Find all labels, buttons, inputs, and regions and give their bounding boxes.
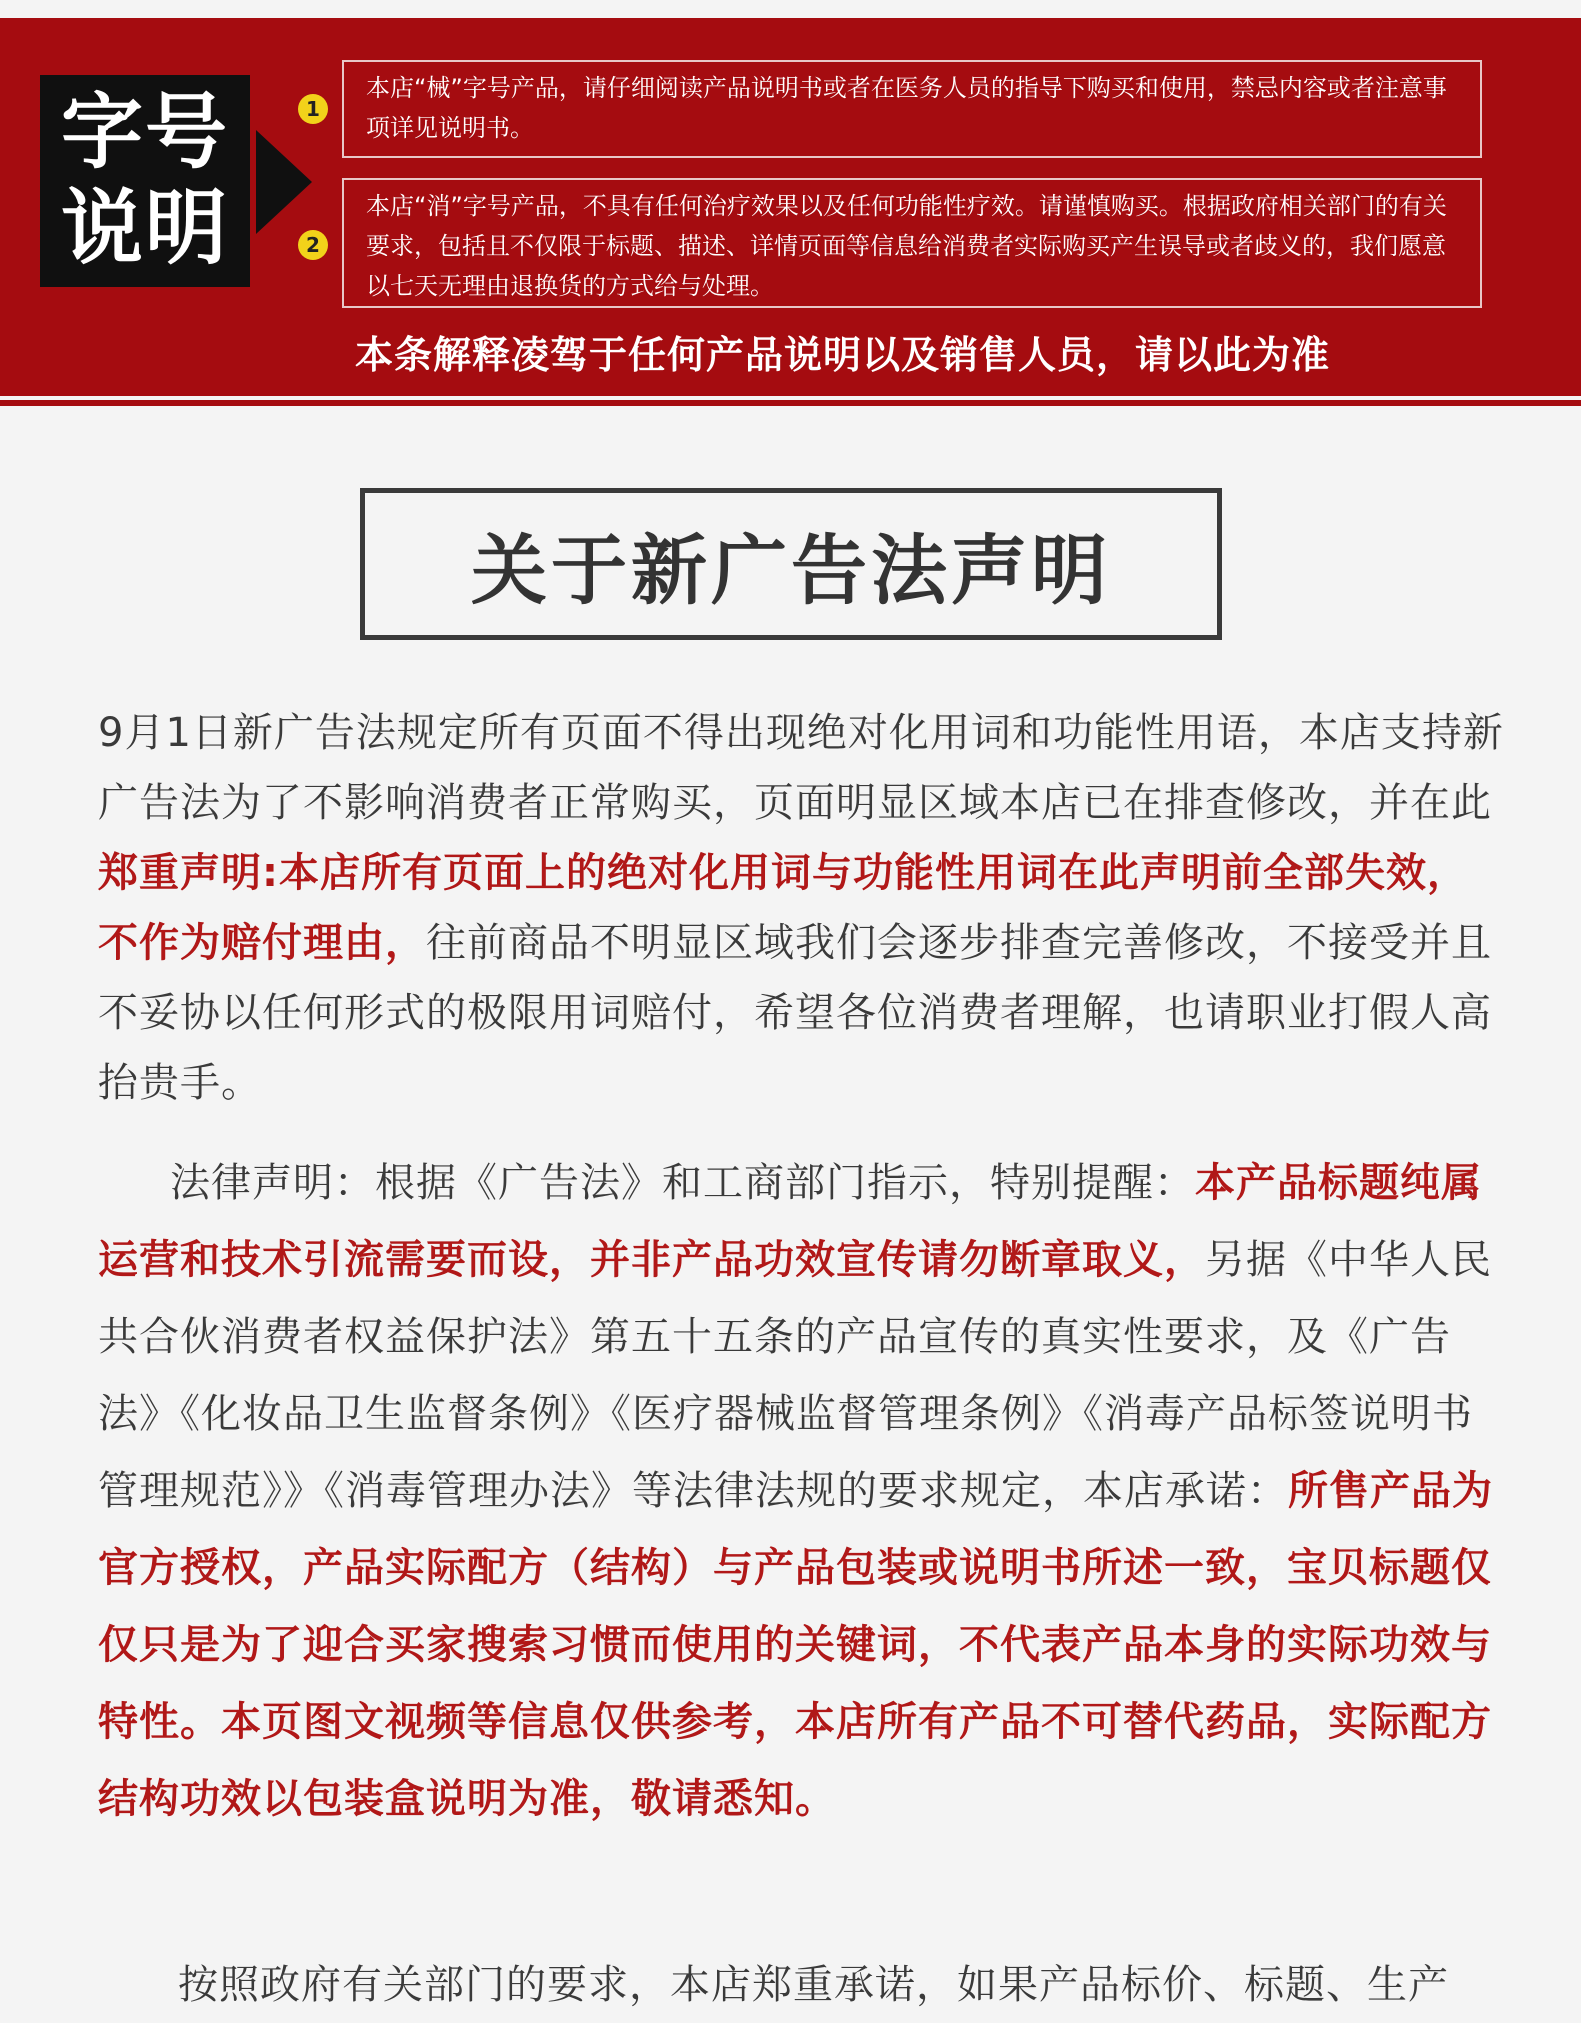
page-title-text: 关于新广告法声明	[471, 525, 1111, 615]
arrow-right-icon	[256, 130, 312, 234]
paragraph-legal-statement	[98, 1145, 1508, 1838]
banner-title-line2: 说明	[60, 181, 229, 276]
page-title	[360, 488, 1222, 640]
banner-title	[40, 75, 250, 287]
para2-highlight-1: 本产品标题纯属运营和技术引流需要而设，并非产品功效宣传请勿断章取义，	[98, 1160, 1482, 1283]
banner-title-line1: 字号	[60, 85, 229, 180]
para2-highlight-2: 所售产品为官方授权，产品实际配方（结构）与产品包装或说明书所述一致，宝贝标题仅仅只是为了迎合买家搜索习惯而使用的关键词，不代表产品本身的实际功效与特性。本页图文视频等信息仅供参考，本店所有产品不可替代药品，实际配方结构功效以包装盒说明为准，敬请悉知。	[98, 1468, 1493, 1822]
notice-item-2: 本店“消”字号产品，不具有任何治疗效果以及任何功能性疗效。请谨慎购买。根据政府相关部门的有关要求，包括且不仅限于标题、描述、详情页面等信息给消费者实际购买产生误导或者歧义的，我们愿意以七天无理由退换货的方式给与处理。	[342, 178, 1482, 308]
paragraph-commitment: 按照政府有关部门的要求，本店郑重承诺，如果产品标价、标题、生产	[178, 1962, 1449, 2008]
para1-text-c: 往前商品不明显区域我们会逐步排查完善修改，不接受并且不妥协以任何形式的极限用词赔付，希望各位消费者理解，也请职业打假人高抬贵手。	[98, 920, 1492, 1106]
notice-item-1: 本店“械”字号产品，请仔细阅读产品说明书或者在医务人员的指导下购买和使用，禁忌内容或者注意事项详见说明书。	[342, 60, 1482, 158]
para1-text-a: 9月1日新广告法规定所有页面不得出现绝对化用词和功能性用语，本店支持新广告法为了不影响消费者正常购买，页面明显区域本店已在排查修改，并在此	[98, 710, 1504, 826]
para2-text-a: 法律声明：根据《广告法》和工商部门指示，特别提醒：	[170, 1160, 1195, 1206]
para2-text-c: 另据《中华人民共合伙消费者权益保护法》第五十五条的产品宣传的真实性要求，及《广告法》《化妆品卫生监督条例》《医疗器械监督管理条例》《消毒产品标签说明书管理规范》》《消毒管理办法》等法律法规的要求规定，本店承诺：	[98, 1237, 1492, 1514]
paragraph-ad-law	[98, 698, 1508, 1118]
para1-highlight: 郑重声明:本店所有页面上的绝对化用词与功能性用词在此声明前全部失效，不作为赔付理由，	[98, 850, 1468, 966]
top-divider	[0, 0, 1581, 16]
number-2-badge: 2	[298, 230, 328, 260]
number-1-badge: 1	[298, 94, 328, 124]
banner-divider	[0, 400, 1581, 406]
banner-claim: 本条解释凌驾于任何产品说明以及销售人员，请以此为准	[355, 332, 1331, 377]
